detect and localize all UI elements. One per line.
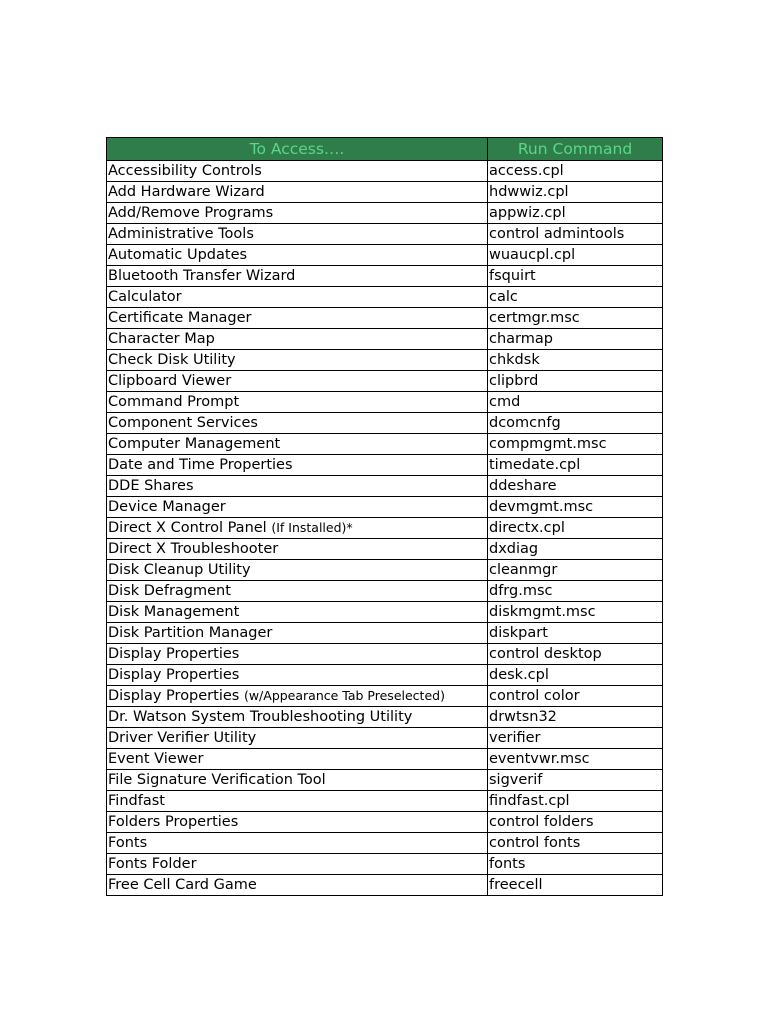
command-cell: findfast.cpl <box>488 791 663 812</box>
run-commands-table <box>106 137 663 896</box>
access-label: Add Hardware Wizard <box>108 184 265 200</box>
access-label: Free Cell Card Game <box>108 877 257 893</box>
table-row <box>107 392 663 413</box>
access-cell <box>107 812 488 833</box>
table-row <box>107 350 663 371</box>
access-label: Folders Properties <box>108 814 239 830</box>
access-label: Display Properties <box>108 646 240 662</box>
access-cell <box>107 224 488 245</box>
access-label: Disk Defragment <box>108 583 231 599</box>
command-cell: clipbrd <box>488 371 663 392</box>
access-label: Fonts <box>108 835 148 851</box>
access-label: Dr. Watson System Troubleshooting Utility <box>108 709 413 725</box>
table-row <box>107 266 663 287</box>
access-cell <box>107 329 488 350</box>
access-label: Automatic Updates <box>108 247 248 263</box>
command-cell: control color <box>488 686 663 707</box>
access-label: Display Properties <box>108 667 240 683</box>
command-cell: diskmgmt.msc <box>488 602 663 623</box>
command-cell: diskpart <box>488 623 663 644</box>
table-row <box>107 749 663 770</box>
access-cell <box>107 308 488 329</box>
access-cell <box>107 581 488 602</box>
access-cell <box>107 518 488 539</box>
table-row <box>107 287 663 308</box>
access-label: DDE Shares <box>108 478 194 494</box>
access-label: Disk Partition Manager <box>108 625 273 641</box>
table-row <box>107 602 663 623</box>
access-cell <box>107 434 488 455</box>
table-row <box>107 455 663 476</box>
table-row <box>107 413 663 434</box>
header-row <box>107 138 663 161</box>
access-cell <box>107 497 488 518</box>
table-row <box>107 182 663 203</box>
command-cell: control desktop <box>488 644 663 665</box>
table-row <box>107 476 663 497</box>
access-cell <box>107 560 488 581</box>
access-cell <box>107 854 488 875</box>
table-row <box>107 224 663 245</box>
access-label: Findfast <box>108 793 165 809</box>
command-cell: compmgmt.msc <box>488 434 663 455</box>
access-label: Accessibility Controls <box>108 163 262 179</box>
table-row <box>107 161 663 182</box>
command-cell: control folders <box>488 812 663 833</box>
table-row <box>107 833 663 854</box>
command-cell: desk.cpl <box>488 665 663 686</box>
table-row <box>107 854 663 875</box>
access-label: Driver Verifier Utility <box>108 730 257 746</box>
access-cell <box>107 245 488 266</box>
command-cell: devmgmt.msc <box>488 497 663 518</box>
table-row <box>107 308 663 329</box>
access-cell <box>107 413 488 434</box>
access-label: Check Disk Utility <box>108 352 236 368</box>
table-row <box>107 812 663 833</box>
command-cell: fonts <box>488 854 663 875</box>
access-cell <box>107 770 488 791</box>
table-row <box>107 665 663 686</box>
command-cell: certmgr.msc <box>488 308 663 329</box>
access-cell <box>107 539 488 560</box>
access-label: Device Manager <box>108 499 226 515</box>
table-row <box>107 875 663 896</box>
command-cell: fsquirt <box>488 266 663 287</box>
command-cell: access.cpl <box>488 161 663 182</box>
table-row <box>107 728 663 749</box>
command-cell: verifier <box>488 728 663 749</box>
command-cell: chkdsk <box>488 350 663 371</box>
command-cell: timedate.cpl <box>488 455 663 476</box>
table-row <box>107 623 663 644</box>
table-row <box>107 644 663 665</box>
command-cell: sigverif <box>488 770 663 791</box>
access-label: Add/Remove Programs <box>108 205 274 221</box>
access-cell <box>107 686 488 707</box>
access-label: Component Services <box>108 415 258 431</box>
command-cell: dxdiag <box>488 539 663 560</box>
access-label: Disk Management <box>108 604 240 620</box>
table-row <box>107 539 663 560</box>
table-row <box>107 518 663 539</box>
table-row <box>107 329 663 350</box>
table-row <box>107 791 663 812</box>
access-cell <box>107 665 488 686</box>
access-cell <box>107 455 488 476</box>
access-cell <box>107 602 488 623</box>
table-row <box>107 686 663 707</box>
access-cell <box>107 266 488 287</box>
header-run-command: Run Command <box>488 138 663 161</box>
access-cell <box>107 728 488 749</box>
command-cell: directx.cpl <box>488 518 663 539</box>
table-body <box>107 161 663 896</box>
table-header <box>107 138 663 161</box>
access-cell <box>107 644 488 665</box>
access-label: Direct X Control Panel <box>108 520 267 536</box>
table-row <box>107 770 663 791</box>
command-cell: appwiz.cpl <box>488 203 663 224</box>
access-label: Administrative Tools <box>108 226 254 242</box>
table-row <box>107 707 663 728</box>
access-label: Certificate Manager <box>108 310 252 326</box>
access-cell <box>107 203 488 224</box>
table-row <box>107 560 663 581</box>
command-cell: dfrg.msc <box>488 581 663 602</box>
access-cell <box>107 707 488 728</box>
access-label: Display Properties <box>108 688 240 704</box>
table-row <box>107 497 663 518</box>
command-cell: drwtsn32 <box>488 707 663 728</box>
table-row <box>107 245 663 266</box>
command-cell: cleanmgr <box>488 560 663 581</box>
access-label: Clipboard Viewer <box>108 373 232 389</box>
table-row <box>107 203 663 224</box>
command-cell: dcomcnfg <box>488 413 663 434</box>
access-cell <box>107 875 488 896</box>
command-cell: freecell <box>488 875 663 896</box>
access-cell <box>107 287 488 308</box>
access-label: Calculator <box>108 289 182 305</box>
command-cell: eventvwr.msc <box>488 749 663 770</box>
table-row <box>107 371 663 392</box>
access-label: Command Prompt <box>108 394 240 410</box>
access-cell <box>107 623 488 644</box>
command-cell: cmd <box>488 392 663 413</box>
command-cell: charmap <box>488 329 663 350</box>
access-label: Computer Management <box>108 436 281 452</box>
access-note: (w/Appearance Tab Preselected) <box>243 688 445 703</box>
table-row <box>107 581 663 602</box>
command-cell: calc <box>488 287 663 308</box>
access-cell <box>107 161 488 182</box>
access-cell <box>107 833 488 854</box>
header-to-access: To Access…. <box>107 138 488 161</box>
access-label: Disk Cleanup Utility <box>108 562 251 578</box>
command-cell: wuaucpl.cpl <box>488 245 663 266</box>
access-cell <box>107 749 488 770</box>
access-label: Direct X Troubleshooter <box>108 541 279 557</box>
access-note: (If Installed)* <box>271 520 353 535</box>
access-cell <box>107 476 488 497</box>
access-label: Date and Time Properties <box>108 457 293 473</box>
table-row <box>107 434 663 455</box>
access-label: Fonts Folder <box>108 856 197 872</box>
access-label: Bluetooth Transfer Wizard <box>108 268 296 284</box>
access-cell <box>107 350 488 371</box>
command-cell: ddeshare <box>488 476 663 497</box>
access-label: Event Viewer <box>108 751 204 767</box>
access-cell <box>107 182 488 203</box>
command-cell: control fonts <box>488 833 663 854</box>
access-label: File Signature Verification Tool <box>108 772 326 788</box>
command-cell: hdwwiz.cpl <box>488 182 663 203</box>
access-cell <box>107 371 488 392</box>
access-cell <box>107 392 488 413</box>
access-label: Character Map <box>108 331 215 347</box>
command-cell: control admintools <box>488 224 663 245</box>
access-cell <box>107 791 488 812</box>
